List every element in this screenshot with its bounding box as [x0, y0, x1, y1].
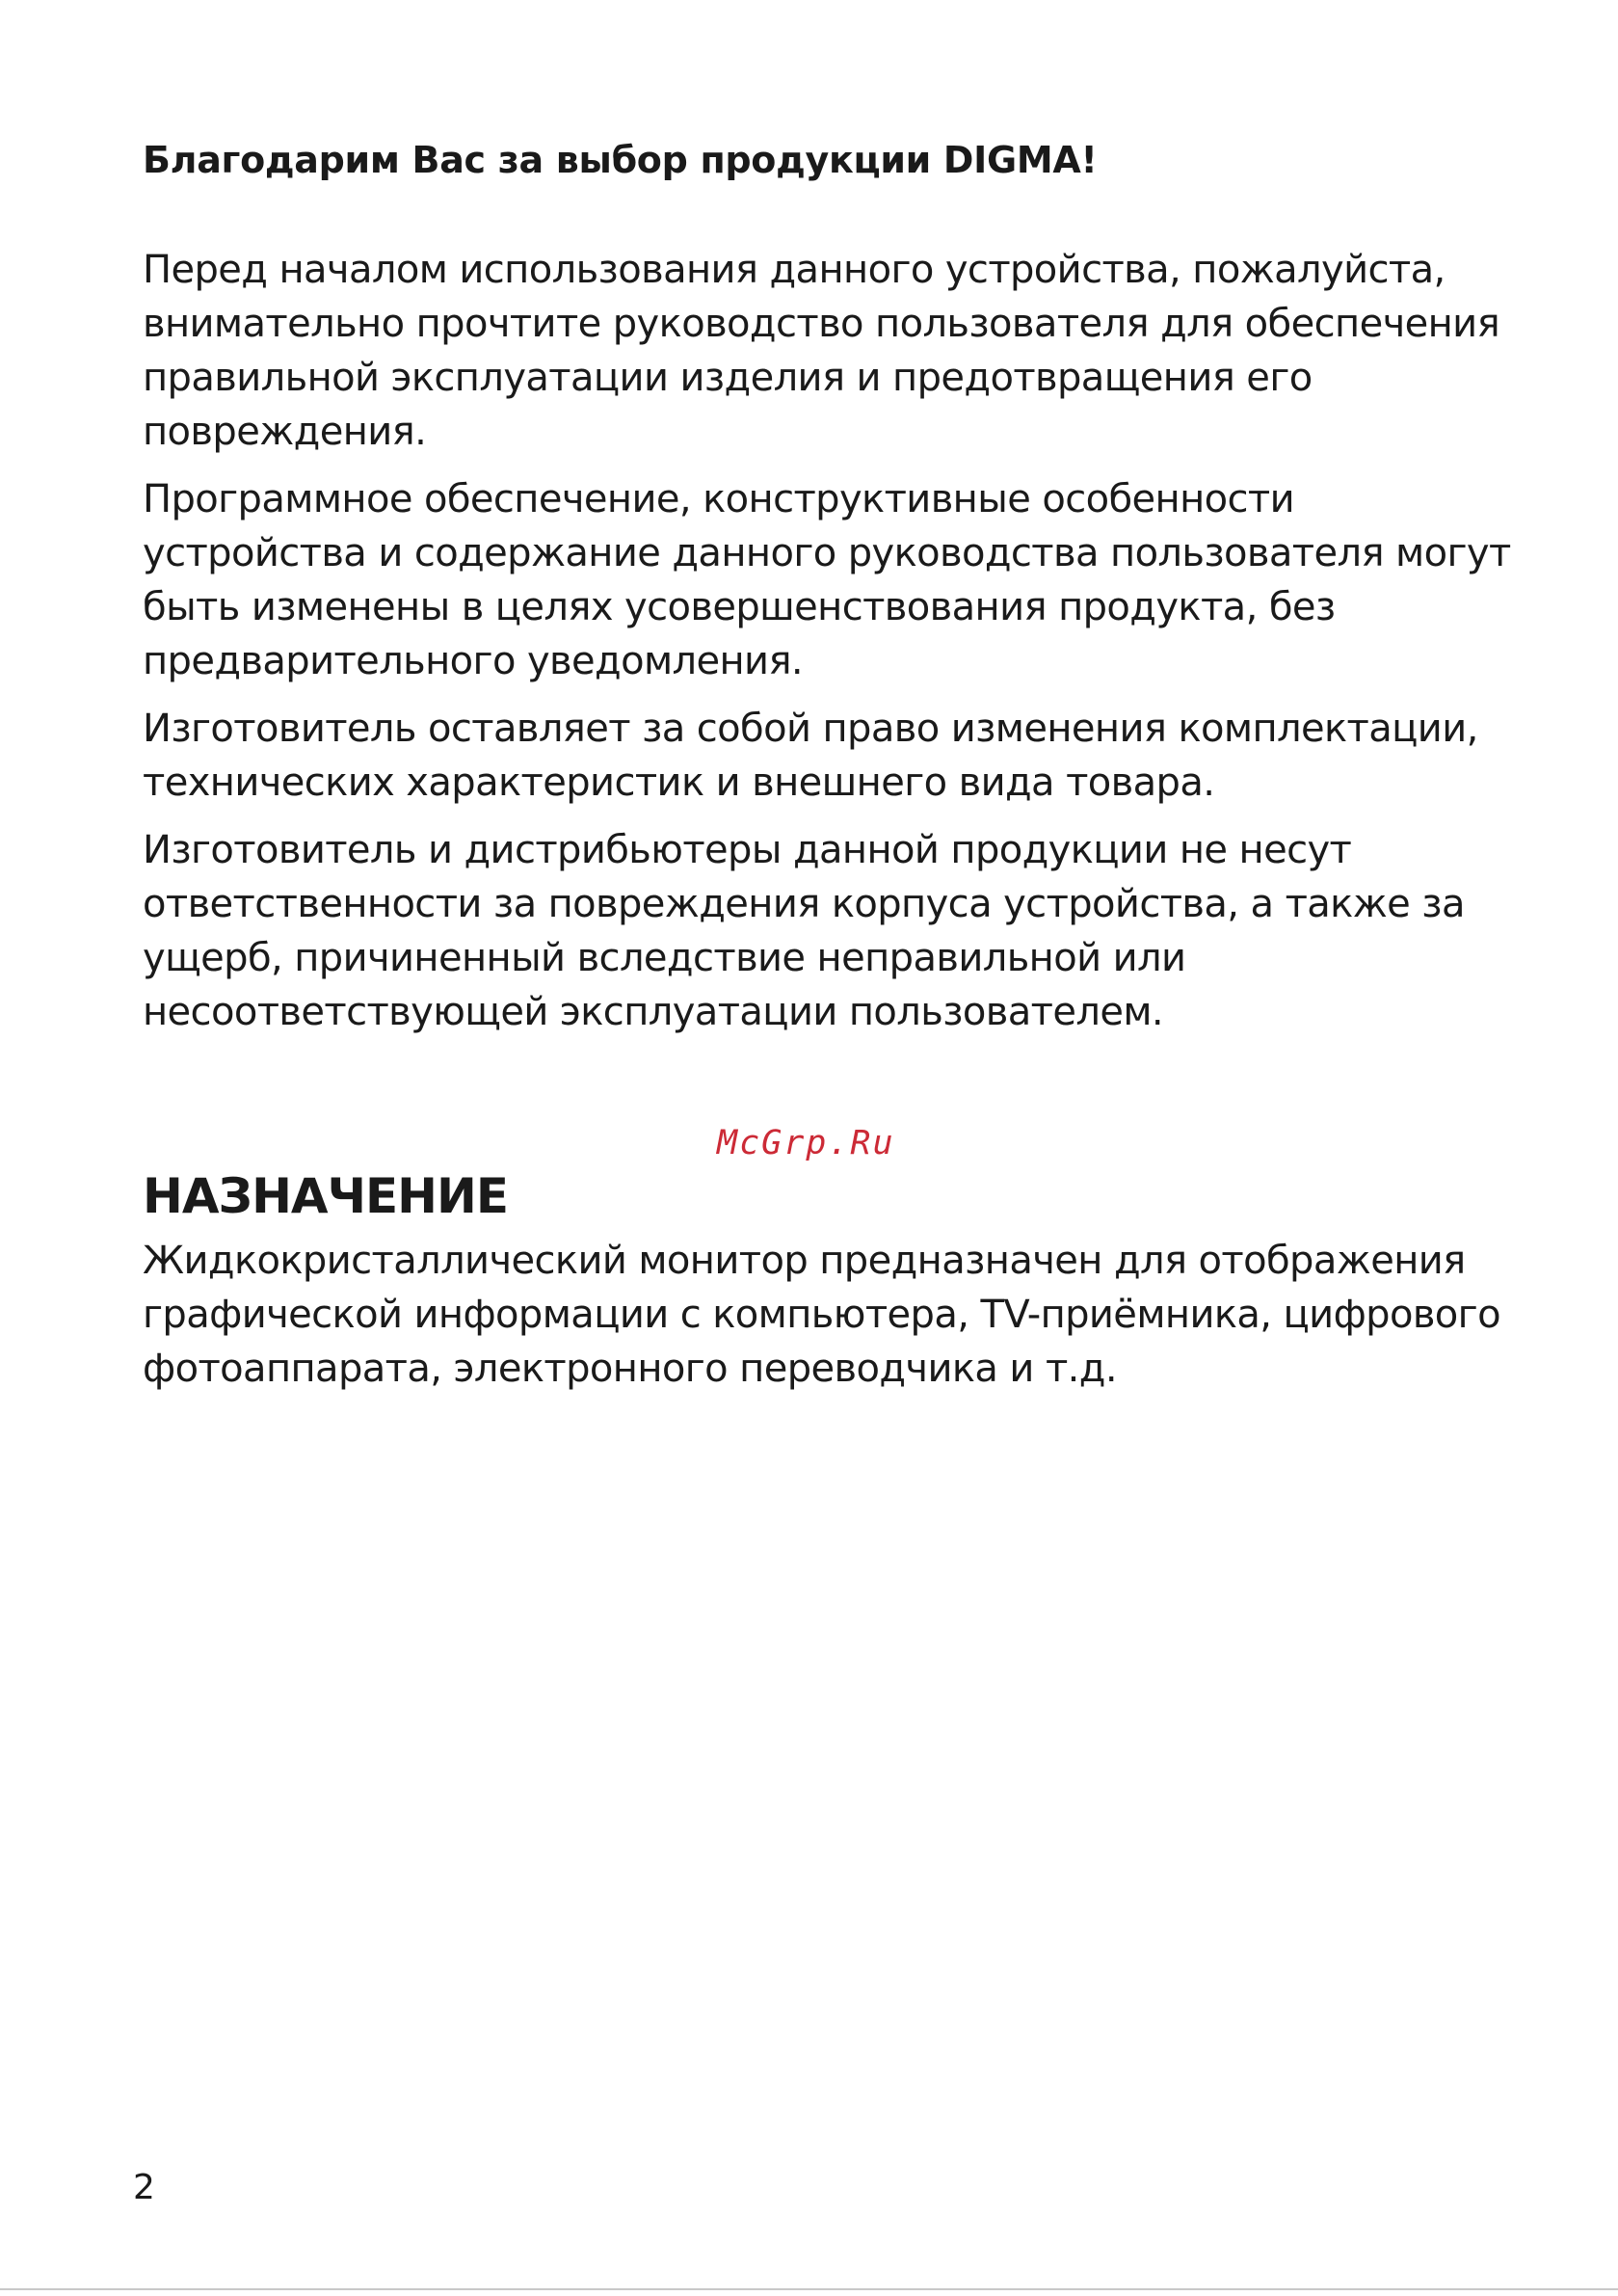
intro-paragraph-4: Изготовитель и дистрибьютеры данной продукции не несут ответственности за повреждения корпуса устройства, а также за ущерб, причиненный вследствие неправильной или несоответствующей эксплуатации пользователем.: [143, 828, 1465, 1034]
watermark-text: McGrp.Ru: [717, 1124, 895, 1162]
intro-paragraph-1: Перед началом использования данного устройства, пожалуйста, внимательно прочтите руководство пользователя для обеспечения правильной эксплуатации изделия и предотвращения его повреждения.: [143, 248, 1500, 454]
intro-paragraph-2: Программное обеспечение, конструктивные особенности устройства и содержание данного руководства пользователя могут быть изменены в целях усовершенствования продукта, без предварительного уведомления.: [143, 477, 1511, 683]
section-body: Жидкокристаллический монитор предназначен для отображения графической информации с компьютера, TV-приёмника, цифрового фотоаппарата, электронного переводчика и т.д.: [143, 1239, 1500, 1391]
intro-paragraph-3: Изготовитель оставляет за собой право изменения комплектации, технических характеристик и внешнего вида товара.: [143, 707, 1478, 805]
bottom-divider: [0, 2288, 1618, 2290]
intro-section: [143, 131, 1511, 1053]
section-title: НАЗНАЧЕНИЕ: [143, 1168, 509, 1224]
thanks-heading: Благодарим Вас за выбор продукции DIGMA!: [143, 139, 1098, 181]
page-number: 2: [133, 2168, 155, 2207]
